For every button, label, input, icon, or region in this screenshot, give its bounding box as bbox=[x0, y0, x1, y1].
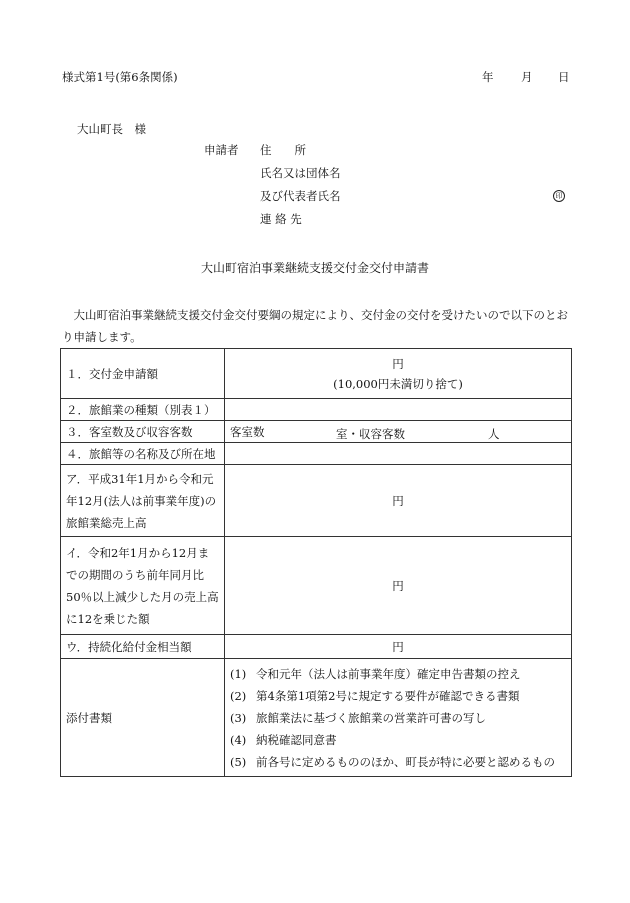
rooms-label: 客室数 bbox=[230, 424, 265, 439]
row-label: ウ．持続化給付金相当額 bbox=[61, 635, 225, 659]
attachment-item: (1) 令和元年（法人は前事業年度）確定申告書類の控え bbox=[230, 666, 521, 681]
row-label: ３．客室数及び収容客数 bbox=[61, 421, 225, 443]
form-number: 様式第1号(第6条関係) bbox=[62, 70, 178, 84]
sales-a-field[interactable] bbox=[225, 465, 572, 537]
table-row-sales-b bbox=[61, 537, 572, 635]
applicant-representative-label: 及び代表者氏名 bbox=[260, 189, 341, 203]
row-label: 添付書類 bbox=[61, 659, 225, 777]
table-row-subsidy bbox=[61, 635, 572, 659]
amount-field[interactable] bbox=[225, 349, 572, 399]
table-row-sales-a bbox=[61, 465, 572, 537]
seal-mark: 印 bbox=[553, 190, 565, 202]
attachment-item: (5) 前各号に定めるもののほか、町長が特に必要と認めるもの bbox=[230, 754, 555, 769]
row-label: ４．旅館等の名称及び所在地 bbox=[61, 443, 225, 465]
sales-a-unit: 円 bbox=[392, 493, 404, 508]
type-field[interactable] bbox=[225, 399, 572, 421]
attachment-item: (4) 納税確認同意書 bbox=[230, 732, 337, 747]
attachment-item: (2) 第4条第1項第2号に規定する要件が確認できる書類 bbox=[230, 688, 520, 703]
rooms-unit: 室・収容客数 bbox=[336, 427, 405, 441]
name-location-field[interactable] bbox=[225, 443, 572, 465]
row-label: ア．平成31年1月から令和元年12月(法人は前事業年度)の旅館業総売上高 bbox=[61, 465, 225, 537]
applicant-name-label: 氏名又は団体名 bbox=[260, 166, 341, 180]
row-label: ２．旅館業の種類（別表１） bbox=[61, 399, 225, 421]
guests-unit: 人 bbox=[488, 427, 500, 441]
document-title: 大山町宿泊事業継続支援交付金交付申請書 bbox=[200, 261, 429, 275]
table-row-name-location bbox=[61, 443, 572, 465]
rooms-field[interactable] bbox=[225, 421, 572, 443]
date-year-label: 年 bbox=[482, 70, 494, 84]
subsidy-unit: 円 bbox=[392, 639, 404, 654]
attachment-item: (3) 旅館業法に基づく旅館業の営業許可書の写し bbox=[230, 710, 486, 725]
amount-note: (10,000円未満切り捨て) bbox=[333, 376, 463, 391]
intro-text: 大山町宿泊事業継続支援交付金交付要綱の規定により、交付金の交付を受けたいので以下のとおり申請します。 bbox=[62, 308, 568, 344]
date-month-label: 月 bbox=[521, 70, 533, 84]
row-label: イ．令和2年1月から12月までの期間のうち前年同月比50％以上減少した月の売上高に12を乗じた額 bbox=[61, 537, 225, 635]
sales-b-field[interactable] bbox=[225, 537, 572, 635]
sales-b-unit: 円 bbox=[392, 578, 404, 593]
addressee: 大山町長 様 bbox=[77, 122, 146, 136]
row-label: １．交付金申請額 bbox=[61, 349, 225, 399]
applicant-label: 申請者 bbox=[204, 143, 239, 157]
table-row-type bbox=[61, 399, 572, 421]
attachments-list bbox=[225, 659, 572, 777]
intro-paragraph bbox=[62, 304, 574, 348]
amount-unit: 円 bbox=[392, 356, 404, 371]
date-day-label: 日 bbox=[558, 70, 570, 84]
applicant-contact-label: 連 絡 先 bbox=[260, 212, 302, 226]
application-table bbox=[60, 348, 572, 777]
subsidy-field[interactable] bbox=[225, 635, 572, 659]
table-row-attachments bbox=[61, 659, 572, 777]
applicant-address-label: 住 所 bbox=[260, 143, 306, 157]
table-row-rooms bbox=[61, 421, 572, 443]
table-row-amount bbox=[61, 349, 572, 399]
